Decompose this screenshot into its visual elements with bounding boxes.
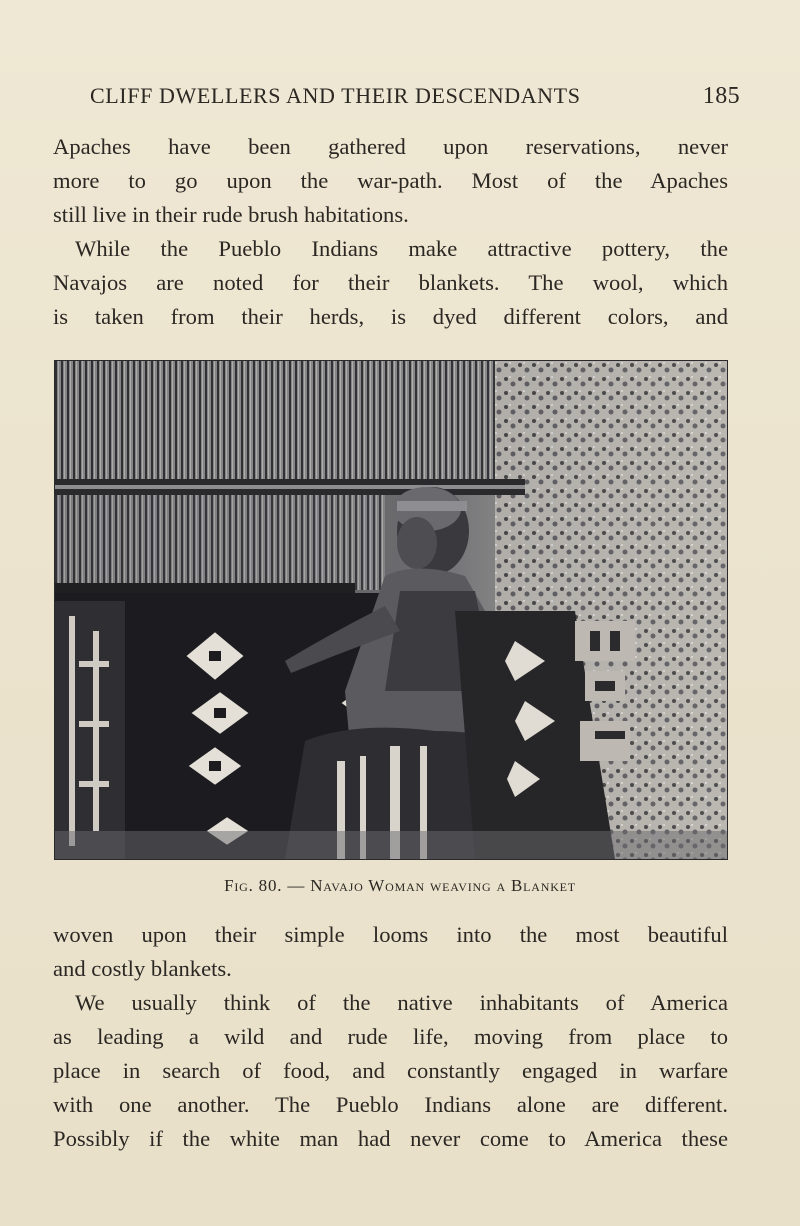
page-header [90, 78, 740, 114]
figure-caption: Fig. 80. — Navajo Woman weaving a Blanket [224, 876, 576, 895]
text-line: Navajos are noted for their blankets. The wool, which [53, 270, 728, 295]
paragraph-3 [53, 918, 728, 986]
text-line: Possibly if the white man had never come to America these [53, 1126, 728, 1151]
text-line: more to go upon the war-path. Most of the Apaches [53, 168, 728, 193]
text-line: We usually think of the native inhabitants of America [75, 990, 728, 1015]
text-line: While the Pueblo Indians make attractive pottery, the [75, 236, 728, 261]
paragraph-4 [53, 986, 728, 1156]
text-line: still live in their rude brush habitations. [53, 202, 409, 227]
paragraph-1 [53, 130, 728, 232]
text-line: as leading a wild and rude life, moving from place to [53, 1024, 728, 1049]
running-title: CLIFF DWELLERS AND THEIR DESCENDANTS [90, 83, 581, 108]
text-line: and costly blankets. [53, 956, 232, 981]
figure-photograph [54, 360, 728, 860]
text-line: woven upon their simple looms into the most beautiful [53, 922, 728, 947]
navajo-weaver-photo [55, 361, 727, 859]
text-line: place in search of food, and constantly engaged in warfare [53, 1058, 728, 1083]
page-number: 185 [702, 82, 740, 109]
text-line: Apaches have been gathered upon reservations, never [53, 134, 728, 159]
text-line: with one another. The Pueblo Indians alone are different. [53, 1092, 728, 1117]
text-line: is taken from their herds, is dyed different colors, and [53, 304, 728, 329]
paragraph-2 [53, 232, 728, 334]
